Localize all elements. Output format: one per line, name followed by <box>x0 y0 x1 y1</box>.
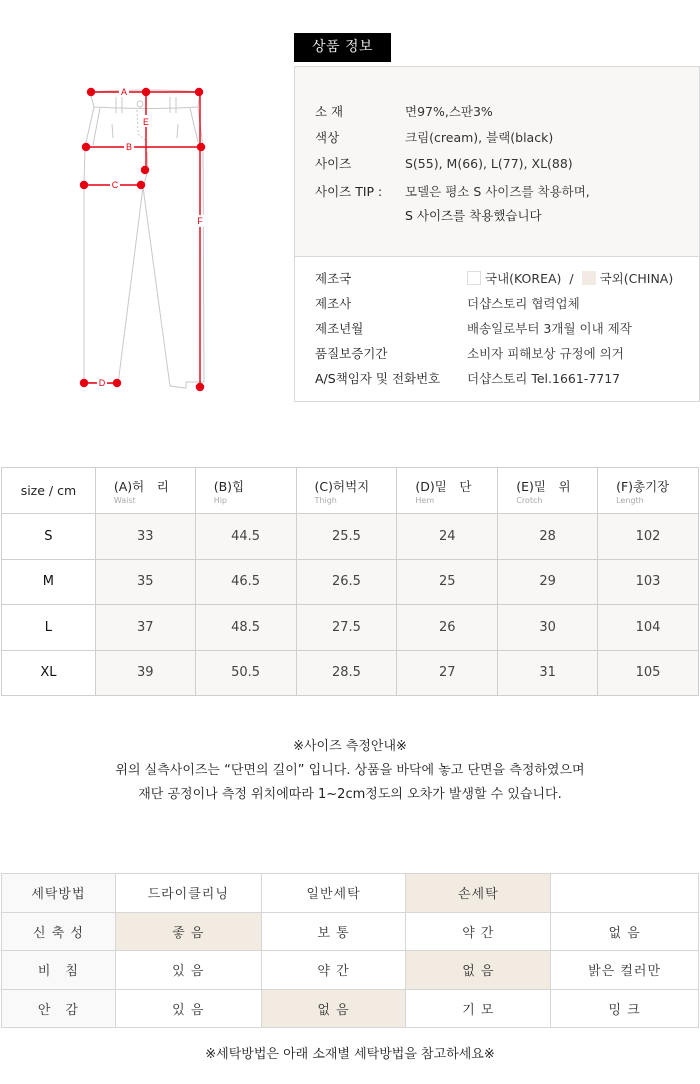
mf-manufacturer: 제조사 더샵스토리 협력업체 <box>315 296 580 311</box>
size-label: L <box>2 605 96 651</box>
care-footnote: ※세탁방법은 아래 소재별 세탁방법을 참고하세요※ <box>205 1047 495 1062</box>
table-row <box>2 605 699 651</box>
table-cell: 28 <box>498 514 598 560</box>
col-header-length: (F)총기장 Length <box>598 468 699 514</box>
care-cell: 밝은 컬러만 <box>551 951 699 990</box>
table-cell: 30 <box>498 605 598 651</box>
col-header-thigh: (C)허벅지 Thigh <box>296 468 397 514</box>
care-label: 안 감 <box>2 989 116 1028</box>
table-cell: 28.5 <box>296 650 397 696</box>
care-label: 신 축 성 <box>2 912 116 951</box>
product-info-badge: 상품 정보 <box>294 33 391 62</box>
care-row-lining <box>2 989 699 1028</box>
mf-as-contact: A/S책임자 및 전화번호 더샵스토리 Tel.1661-7717 <box>315 371 621 386</box>
size-table-header <box>2 468 699 514</box>
table-cell: 25 <box>397 559 498 605</box>
care-cell: 드라이클리닝 <box>115 874 261 913</box>
table-cell: 102 <box>598 514 699 560</box>
detail-size: 사이즈 S(55), M(66), L(77), XL(88) <box>315 156 573 171</box>
size-label: M <box>2 559 96 605</box>
table-cell: 105 <box>598 650 699 696</box>
manufacturing-panel <box>295 257 699 401</box>
care-cell: 기 모 <box>406 989 551 1028</box>
care-cell: 없 음 <box>551 912 699 951</box>
care-cell: 있 음 <box>115 951 261 990</box>
svg-text:A: A <box>120 87 128 97</box>
col-header-hip: (B)힙 Hip <box>195 468 296 514</box>
care-cell-selected: 좋 음 <box>115 912 261 951</box>
table-cell: 35 <box>95 559 195 605</box>
care-cell: 보 통 <box>261 912 406 951</box>
table-cell: 27.5 <box>296 605 397 651</box>
col-header-crotch: (E)밑 위 Crotch <box>498 468 598 514</box>
product-details-panel <box>295 67 699 257</box>
table-row <box>2 650 699 696</box>
table-cell: 26 <box>397 605 498 651</box>
table-cell: 25.5 <box>296 514 397 560</box>
pants-measurement-diagram <box>60 70 240 400</box>
mf-country: 제조국 국내(KOREA) / 국외(CHINA) <box>315 271 674 286</box>
table-cell: 31 <box>498 650 598 696</box>
care-cell <box>551 874 699 913</box>
detail-material: 소 재 면97%,스판3% <box>315 104 493 119</box>
care-cell: 약 간 <box>261 951 406 990</box>
col-header-waist: (A)허 리 Waist <box>95 468 195 514</box>
product-info-box <box>294 66 700 402</box>
care-cell-selected: 없 음 <box>261 989 406 1028</box>
svg-text:B: B <box>125 142 133 152</box>
care-row-wash-method <box>2 874 699 913</box>
size-measurement-notes <box>0 735 700 807</box>
size-table <box>1 467 699 696</box>
mf-warranty: 품질보증기간 소비자 피해보상 규정에 의거 <box>315 346 624 361</box>
mf-date: 제조년월 배송일로부터 3개월 이내 제작 <box>315 321 632 336</box>
care-cell: 밍 크 <box>551 989 699 1028</box>
table-cell: 33 <box>95 514 195 560</box>
detail-color: 색상 크림(cream), 블랙(black) <box>315 130 554 145</box>
table-cell: 103 <box>598 559 699 605</box>
care-row-sheerness <box>2 951 699 990</box>
corner-header: size / cm <box>2 468 96 514</box>
table-cell: 46.5 <box>195 559 296 605</box>
care-label: 세탁방법 <box>2 874 116 913</box>
table-cell: 26.5 <box>296 559 397 605</box>
care-cell-selected: 손세탁 <box>406 874 551 913</box>
table-cell: 27 <box>397 650 498 696</box>
size-label: XL <box>2 650 96 696</box>
svg-text:D: D <box>98 378 106 388</box>
care-cell-selected: 없 음 <box>406 951 551 990</box>
notes-line-2: 재단 공정이나 측정 위치에따라 1~2cm정도의 오차가 발생할 수 있습니다. <box>138 787 562 802</box>
table-row <box>2 514 699 560</box>
table-cell: 44.5 <box>195 514 296 560</box>
care-cell: 일반세탁 <box>261 874 406 913</box>
table-cell: 39 <box>95 650 195 696</box>
detail-size-tip: 사이즈 TIP : 모델은 평소 S 사이즈를 착용하며, S 사이즈를 착용했습니다 <box>315 184 590 223</box>
pants-outline-icon <box>60 70 240 400</box>
care-cell: 있 음 <box>115 989 261 1028</box>
care-label: 비 침 <box>2 951 116 990</box>
care-cell: 약 간 <box>406 912 551 951</box>
svg-text:F: F <box>197 216 203 226</box>
table-cell: 37 <box>95 605 195 651</box>
table-cell: 50.5 <box>195 650 296 696</box>
table-cell: 104 <box>598 605 699 651</box>
table-cell: 48.5 <box>195 605 296 651</box>
care-table <box>1 873 699 1028</box>
table-cell: 29 <box>498 559 598 605</box>
notes-title: ※사이즈 측정안내※ <box>293 739 407 754</box>
size-label: S <box>2 514 96 560</box>
table-cell: 24 <box>397 514 498 560</box>
care-row-stretch <box>2 912 699 951</box>
table-row <box>2 559 699 605</box>
svg-text:E: E <box>142 117 150 127</box>
korea-checkbox <box>467 271 481 285</box>
china-checkbox-checked <box>582 271 596 285</box>
col-header-hem: (D)밑 단 Hem <box>397 468 498 514</box>
svg-text:C: C <box>111 180 119 190</box>
notes-line-1: 위의 실측사이즈는 “단면의 길이” 입니다. 상품을 바닥에 놓고 단면을 측정하였으며 <box>115 763 585 778</box>
